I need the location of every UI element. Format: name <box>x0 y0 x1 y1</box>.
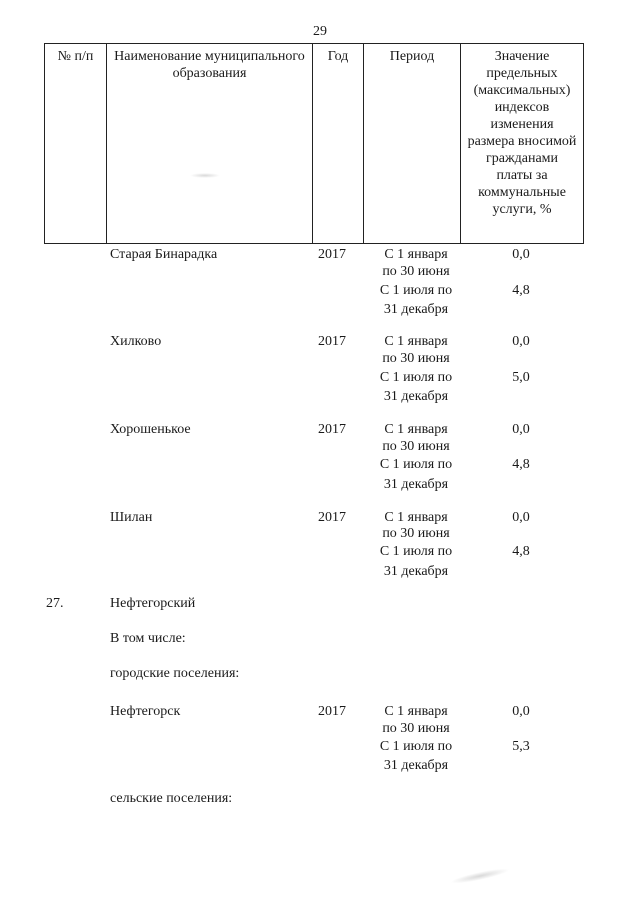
row-year: 2017 <box>318 247 346 262</box>
row-name: Хорошенькое <box>110 422 191 437</box>
row-value-1: 0,0 <box>512 247 530 262</box>
row-period-2b: 31 декабря <box>383 302 449 317</box>
section-including: В том числе: <box>110 631 186 646</box>
row-name: Хилково <box>110 334 162 349</box>
row-name: Старая Бинарадка <box>110 247 218 262</box>
section-number: 27. <box>46 596 64 611</box>
row-period-2a: С 1 июля по <box>379 370 453 385</box>
row-period-1b: по 30 июня <box>382 351 450 366</box>
row-period-1b: по 30 июня <box>382 721 450 736</box>
urban-settlements-label: городские поселения: <box>110 666 240 681</box>
row-value-1: 0,0 <box>512 510 530 525</box>
row-period-2a: С 1 июля по <box>379 544 453 559</box>
row-year: 2017 <box>318 510 346 525</box>
row-name: Нефтегорск <box>110 704 181 719</box>
row-period-2a: С 1 июля по <box>379 739 453 754</box>
header-value: Значение предельных (максимальных) индексов изменения размера вносимой гражданами платы за коммунальные услуги, % <box>460 43 584 244</box>
row-period-2a: С 1 июля по <box>379 457 453 472</box>
row-period-1a: С 1 января <box>384 247 448 262</box>
row-period-2b: 31 декабря <box>383 477 449 492</box>
header-num: № п/п <box>44 43 107 244</box>
row-period-1a: С 1 января <box>384 334 448 349</box>
header-year: Год <box>312 43 364 244</box>
row-period-1a: С 1 января <box>384 510 448 525</box>
row-value-1: 0,0 <box>512 334 530 349</box>
row-period-2b: 31 декабря <box>383 564 449 579</box>
row-year: 2017 <box>318 704 346 719</box>
row-name: Шилан <box>110 510 153 525</box>
row-year: 2017 <box>318 422 346 437</box>
row-period-1b: по 30 июня <box>382 264 450 279</box>
row-year: 2017 <box>318 334 346 349</box>
section-name: Нефтегорский <box>110 596 196 611</box>
row-period-2a: С 1 июля по <box>379 283 453 298</box>
rural-settlements-label: сельские поселения: <box>110 791 233 806</box>
row-period-2b: 31 декабря <box>383 389 449 404</box>
row-value-2: 5,0 <box>512 370 530 385</box>
row-value-2: 4,8 <box>512 457 530 472</box>
row-value-2: 5,3 <box>512 739 530 754</box>
row-value-1: 0,0 <box>512 422 530 437</box>
row-value-2: 4,8 <box>512 283 530 298</box>
header-period: Период <box>363 43 461 244</box>
row-period-1a: С 1 января <box>384 704 448 719</box>
page-number: 29 <box>313 24 327 39</box>
header-name: Наименование муниципального образования <box>106 43 313 244</box>
scan-smudge <box>190 173 220 178</box>
row-period-2b: 31 декабря <box>383 758 449 773</box>
row-value-2: 4,8 <box>512 544 530 559</box>
row-value-1: 0,0 <box>512 704 530 719</box>
row-period-1a: С 1 января <box>384 422 448 437</box>
row-period-1b: по 30 июня <box>382 439 450 454</box>
scan-smudge <box>450 866 510 886</box>
row-period-1b: по 30 июня <box>382 526 450 541</box>
